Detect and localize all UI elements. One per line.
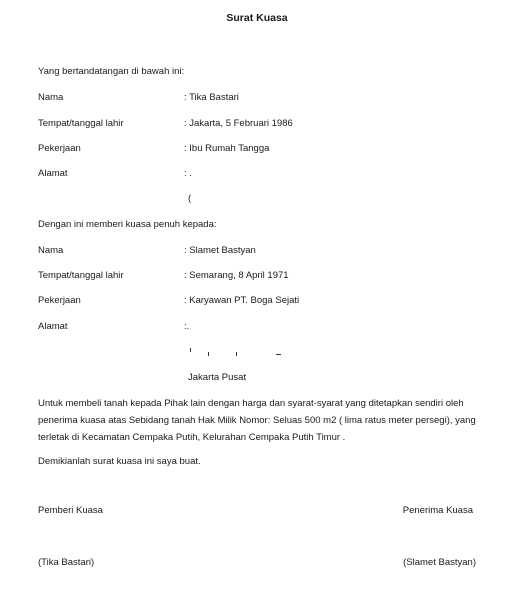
grantee-birth-value: : Semarang, 8 April 1971 xyxy=(184,270,289,281)
grantor-job-value: : Ibu Rumah Tangga xyxy=(184,143,270,154)
grantor-signature-role: Pemberi Kuasa xyxy=(38,505,103,516)
closing-text: Demikianlah surat kuasa ini saya buat. xyxy=(38,456,201,467)
grantee-address-value: :. xyxy=(184,321,190,332)
transfer-text: Dengan ini memberi kuasa penuh kepada: xyxy=(38,219,217,230)
grantor-name-label: Nama xyxy=(38,92,64,103)
grantee-name-label: Nama xyxy=(38,245,64,256)
grantor-address-continued: ( xyxy=(188,193,192,204)
grantor-signature-name: (Tika Bastari) xyxy=(38,557,95,568)
grantee-address-label: Alamat xyxy=(38,321,68,332)
grantor-job-label: Pekerjaan xyxy=(38,143,81,154)
grantor-address-value: : . xyxy=(184,168,192,179)
redaction-mark xyxy=(208,352,209,356)
grantor-address-label: Alamat xyxy=(38,168,68,179)
document-title: Surat Kuasa xyxy=(226,12,288,24)
grantee-signature-name: (Slamet Bastyan) xyxy=(403,557,476,568)
grantee-name-value: : Slamet Bastyan xyxy=(184,245,256,256)
redaction-mark xyxy=(276,354,281,355)
grantee-address-city: Jakarta Pusat xyxy=(188,372,247,383)
grantee-job-value: : Karyawan PT. Boga Sejati xyxy=(184,295,300,306)
redaction-mark xyxy=(236,352,237,356)
grantee-job-label: Pekerjaan xyxy=(38,295,81,306)
grantor-name-value: : Tika Bastari xyxy=(184,92,239,103)
grantor-birth-label: Tempat/tanggal lahir xyxy=(38,118,124,129)
grantor-birth-value: : Jakarta, 5 Februari 1986 xyxy=(184,118,293,129)
intro-text: Yang bertandatangan di bawah ini: xyxy=(38,66,185,77)
redaction-mark xyxy=(190,348,191,352)
grantee-signature-role: Penerima Kuasa xyxy=(402,505,473,516)
grantee-birth-label: Tempat/tanggal lahir xyxy=(38,270,124,281)
purpose-paragraph: Untuk membeli tanah kepada Pihak lain dengan harga dan syarat-syarat yang ditetapkan sendiri oleh penerima kuasa atas Sebidang tanah Hak Milik Nomor: Seluas 500 m2 ( lima ratus meter persegi), yang terletak di Kecamatan Cempaka Putih, Kelurahan Cempaka Putih Timur . xyxy=(38,398,476,443)
